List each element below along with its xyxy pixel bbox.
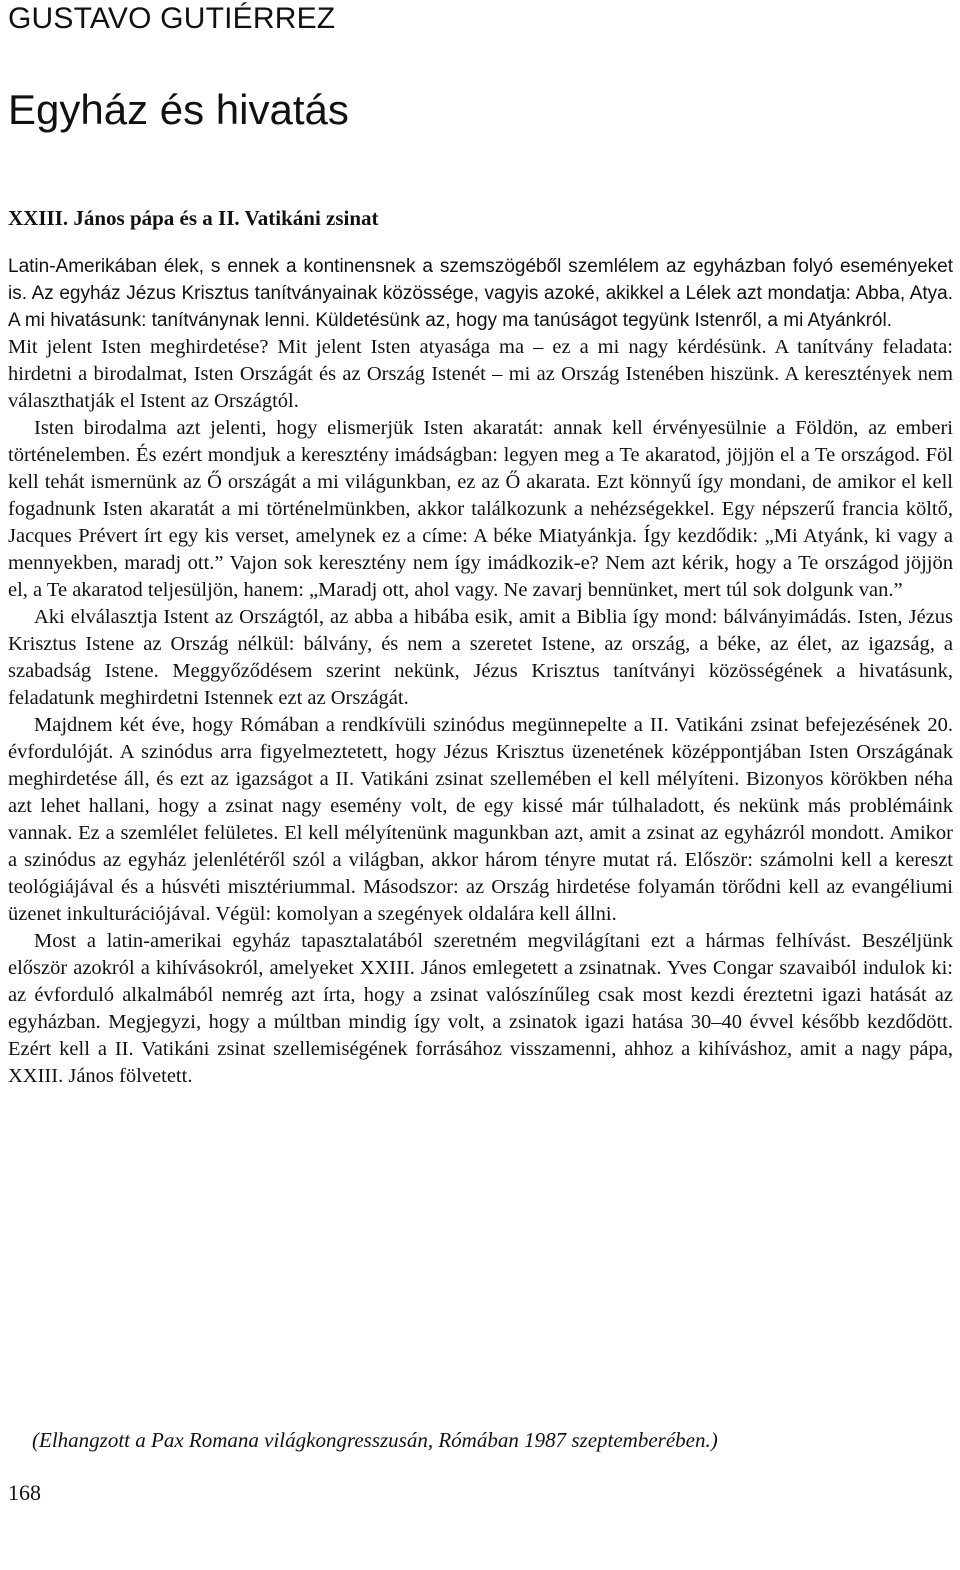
section-heading: XXIII. János pápa és a II. Vatikáni zsinat [8, 206, 379, 230]
paragraph-3: Isten birodalma azt jelenti, hogy elismerjük Isten akaratát: annak kell érvényesülnie a Földön, az emberi történelemben. És ezért mondjuk a keresztény imádságban: legyen meg a Te akaratod, jöjjön el a Te országod. Föl kell tehát ismernünk az Ő országát a mi világunkban, ez az Ő akarata. Ezt könnyű így mondani, de amikor el kell fogadnunk Isten akaratát a mi történelmünkben, akkor találkozunk a nehézségekkel. Egy népszerű francia költő, Jacques Prévert írt egy kis verset, amelynek ez a címe: A béke Miatyánkja. Így kezdődik: „Mi Atyánk, ki vagy a mennyekben, maradj ott.” Vajon sok keresztény nem így imádkozik-e? Nem azt kérik, hogy a Te országod jöjjön el, a Te akaratod teljesüljön, hanem: „Maradj ott, ahol vagy. Ne zavarj bennünket, mert túl sok dolgunk van.” [8, 417, 953, 601]
paragraph-5: Majdnem két éve, hogy Rómában a rendkívüli szinódus megünnepelte a II. Vatikáni zsinat befejezésének 20. évfordulóját. A szinódus arra figyelmeztetett, hogy Jézus Krisztus üzenetének középpontjában Isten Országának meghirdetése áll, és ezt az igazságot a II. Vatikáni zsinat szellemében el kell mélyíteni. Bizonyos körökben néha azt lehet hallani, hogy a zsinat nagy esemény volt, de egy kissé már túlhaladott, és nekünk más problémáink vannak. Ez a szemlélet felületes. El kell mélyítenünk magunkban azt, amit a zsinat az egyházról mondott. Amikor a szinódus az egyház jelenlétéről szól a világban, akkor három tényre mutat rá. Először: számolni kell a kereszt teológiájával és a húsvéti misztériummal. Másodszor: az Ország hirdetése folyamán törődni kell az evangéliumi üzenet inkulturációjával. Végül: komolyan a szegények oldalára kell állni. [8, 714, 953, 925]
page-number: 168 [8, 1480, 41, 1505]
article-title: Egyház és hivatás [8, 86, 349, 133]
author-name: GUSTAVO GUTIÉRREZ [8, 2, 336, 35]
paragraph-6: Most a latin-amerikai egyház tapasztalatából szeretném megvilágítani ezt a hármas felhívást. Beszéljünk először azokról a kihívásokról, amelyeket XXIII. János emlegetett a zsinatnak. Yves Congar szavaiból indulok ki: az évforduló alkalmából nemrég azt írta, hogy a zsinat valószínűleg csak most kezdi éreztetni igazi hatását az egyházban. Megjegyzi, hogy a múltban mindig így volt, a zsinatok igazi hatása 30–40 évvel később kezdődött. Ezért kell a II. Vatikáni zsinat szellemiségének forrásához visszamenni, ahhoz a kihíváshoz, amit a nagy pápa, XXIII. János fölvetett. [8, 930, 953, 1087]
paragraph-4: Aki elválasztja Istent az Országtól, az abba a hibába esik, amit a Biblia így mond: bálványimádás. Isten, Jézus Krisztus Istene az Ország nélkül: bálvány, és nem a szeretet Istene, az ország, a béke, az élet, az igazság, a szabadság Istene. Meggyőződésem szerint nekünk, Jézus Krisztus tanítványi közösségének a hivatásunk, feladatunk meghirdetni Istennek ezt az Országát. [8, 606, 953, 709]
closing-note: (Elhangzott a Pax Romana világkongresszusán, Rómában 1987 szeptemberében.) [32, 1428, 718, 1452]
article-body [8, 253, 953, 1090]
paragraph-1: Latin-Amerikában élek, s ennek a kontinensnek a szemszögéből szemlélem az egyházban folyó eseményeket is. Az egyház Jézus Krisztus tanítványainak közössége, vagyis azoké, akikkel a Lélek azt mondatja: Abba, Atya. A mi hivatásunk: tanítványnak lenni. Küldetésünk az, hogy ma tanúságot tegyünk Istenről, a mi Atyánkról. [8, 256, 953, 331]
paragraph-2: Mit jelent Isten meghirdetése? Mit jelent Isten atyasága ma – ez a mi nagy kérdésünk. A tanítvány feladata: hirdetni a birodalmat, Isten Országát és az Ország Istenét – mi az Ország Istenében hiszünk. A keresztények nem választhatják el Istent az Országtól. [8, 336, 953, 412]
